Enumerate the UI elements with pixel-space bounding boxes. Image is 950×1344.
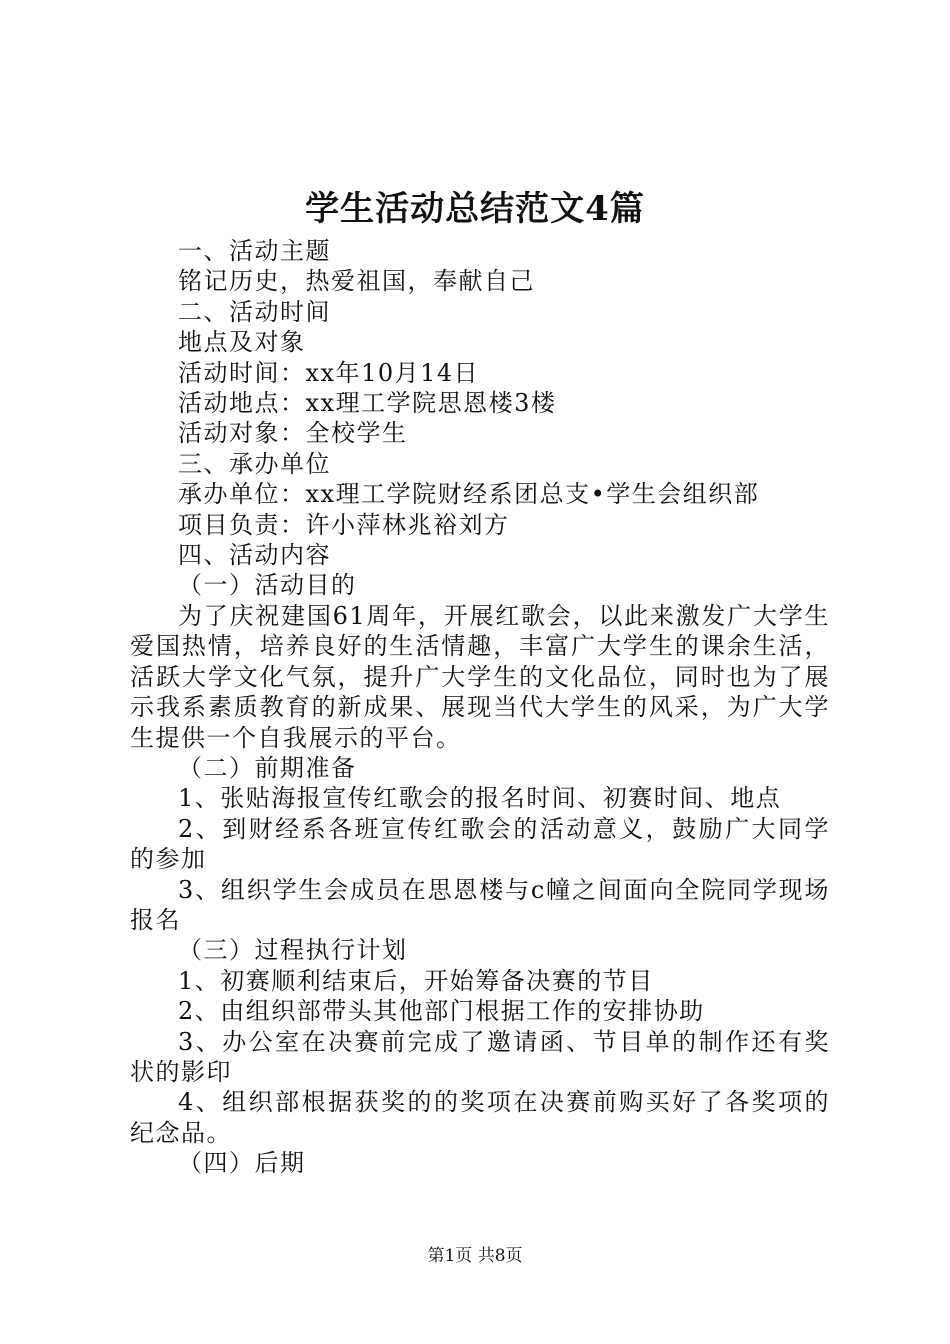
section-heading: 四、活动内容 — [178, 541, 331, 570]
section-heading: 二、活动时间 — [178, 297, 331, 326]
document-body — [130, 236, 830, 1179]
list-item: 1、张贴海报宣传红歌会的报名时间、初赛时间、地点 — [178, 784, 782, 813]
text-line: 活动时间：xx年10月14日 — [178, 358, 480, 387]
text-line: 承办单位：xx理工学院财经系团总支•学生会组织部 — [178, 480, 760, 509]
list-item: 1、初赛顺利结束后，开始筹备决赛的节目 — [178, 966, 654, 995]
text-line: 活动对象：全校学生 — [178, 419, 408, 448]
list-item: 3、组织学生会成员在思恩楼与c幢之间面向全院同学现场报名 — [130, 875, 830, 934]
text-line: 铭记历史，热爱祖国，奉献自己 — [178, 267, 535, 296]
text-line: 活动地点：xx理工学院思恩楼3楼 — [178, 389, 557, 418]
section-heading: 三、承办单位 — [178, 449, 331, 478]
text-line: 地点及对象 — [178, 328, 306, 357]
subsection-heading: （二）前期准备 — [178, 753, 357, 782]
subsection-heading: （一）活动目的 — [178, 571, 357, 600]
page-footer: 第1页 共8页 — [427, 1246, 523, 1266]
list-item: 2、到财经系各班宣传红歌会的活动意义，鼓励广大同学的参加 — [130, 814, 830, 874]
subsection-heading: （三）过程执行计划 — [178, 936, 408, 965]
subsection-heading: （四）后期 — [178, 1149, 306, 1178]
list-item: 2、由组织部带头其他部门根据工作的安排协助 — [178, 997, 705, 1026]
list-item: 3、办公室在决赛前完成了邀请函、节目单的制作还有奖状的影印 — [130, 1027, 830, 1086]
text-line: 项目负责：许小萍林兆裕刘方 — [178, 510, 510, 539]
section-heading: 一、活动主题 — [178, 237, 331, 265]
document-title: 学生活动总结范文4篇 — [305, 189, 645, 229]
list-item: 4、组织部根据获奖的的奖项在决赛前购买好了各奖项的纪念品。 — [130, 1088, 830, 1147]
paragraph: 为了庆祝建国61周年，开展红歌会，以此来激发广大学生爱国热情，培养良好的生活情趣，丰富广大学生的课余生活，活跃大学文化气氛，提升广大学生的文化品位，同时也为了展示我系素质教育的新成果、展现当代大学生的风采，为广大学生提供一个自我展示的平台。 — [130, 601, 830, 752]
